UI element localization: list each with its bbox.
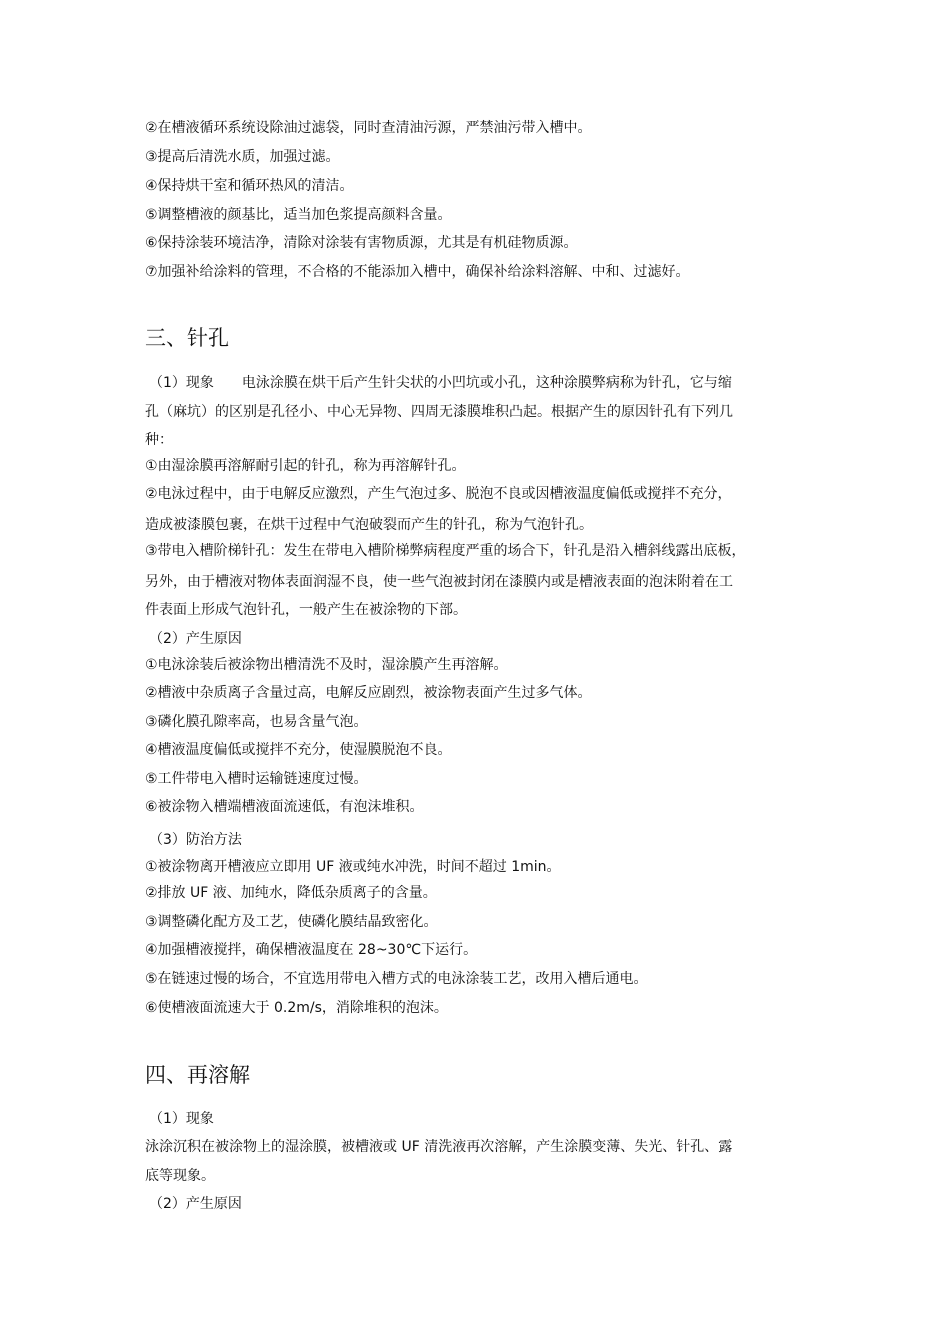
paragraph-line: 泳涂沉积在被涂物上的湿涂膜，被槽液或 UF 清洗液再次溶解，产生涂膜变薄、失光、针孔、露	[145, 1139, 733, 1155]
list-item: ②电泳过程中，由于电解反应激烈，产生气泡过多、脱泡不良或因槽液温度偏低或搅拌不充分，	[145, 486, 732, 502]
list-item: ⑤在链速过慢的场合，不宜选用带电入槽方式的电泳涂装工艺，改用入槽后通电。	[145, 971, 648, 987]
list-item: ③带电入槽阶梯针孔：发生在带电入槽阶梯弊病程度严重的场合下，针孔是沿入槽斜线露出底板，	[145, 543, 746, 559]
list-item: ①由湿涂膜再溶解耐引起的针孔，称为再溶解针孔。	[145, 458, 466, 474]
paragraph-line: 种：	[145, 432, 173, 448]
list-item: ⑤调整槽液的颜基比，适当加色浆提高颜料含量。	[145, 207, 452, 223]
paragraph-line: 造成被漆膜包裹，在烘干过程中气泡破裂而产生的针孔，称为气泡针孔。	[145, 517, 593, 533]
list-item: ⑥使槽液面流速大于 0.2m/s，消除堆积的泡沫。	[145, 1000, 448, 1016]
list-item: ⑦加强补给涂料的管理，不合格的不能添加入槽中，确保补给涂料溶解、中和、过滤好。	[145, 264, 690, 280]
paragraph-line: （1）现象 电泳涂膜在烘干后产生针尖状的小凹坑或小孔，这种涂膜弊病称为针孔，它与缩	[149, 375, 732, 391]
paragraph-line: 另外，由于槽液对物体表面润湿不良，使一些气泡被封闭在漆膜内或是槽液表面的泡沫附着在工	[145, 574, 733, 590]
list-item: ⑥保持涂装环境洁净，清除对涂装有害物质源，尤其是有机硅物质源。	[145, 235, 578, 251]
list-item: ③提高后清洗水质，加强过滤。	[145, 149, 340, 165]
list-item: ④槽液温度偏低或搅拌不充分，使湿膜脱泡不良。	[145, 742, 452, 758]
subheading-prevention: （3）防治方法	[149, 832, 242, 848]
subheading-causes: （2）产生原因	[149, 1196, 242, 1212]
paragraph-line: 孔（麻坑）的区别是孔径小、中心无异物、四周无漆膜堆积凸起。根据产生的原因针孔有下列几	[145, 404, 733, 420]
subheading-phenomenon: （1）现象	[149, 1111, 214, 1127]
paragraph-line: 件表面上形成气泡针孔，一般产生在被涂物的下部。	[145, 602, 467, 618]
section-heading-pinhole: 三、针孔	[145, 326, 229, 350]
list-item: ④保持烘干室和循环热风的清洁。	[145, 178, 354, 194]
list-item: ⑤工件带电入槽时运输链速度过慢。	[145, 771, 368, 787]
list-item: ①电泳涂装后被涂物出槽清洗不及时，湿涂膜产生再溶解。	[145, 657, 508, 673]
list-item: ③调整磷化配方及工艺，使磷化膜结晶致密化。	[145, 914, 438, 930]
list-item: ④加强槽液搅拌，确保槽液温度在 28~30℃下运行。	[145, 942, 478, 958]
list-item: ③磷化膜孔隙率高，也易含量气泡。	[145, 714, 368, 730]
section-heading-redissolution: 四、再溶解	[145, 1063, 250, 1087]
list-item: ②排放 UF 液、加纯水，降低杂质离子的含量。	[145, 885, 437, 901]
subheading-causes: （2）产生原因	[149, 631, 242, 647]
list-item: ②槽液中杂质离子含量过高，电解反应剧烈，被涂物表面产生过多气体。	[145, 685, 592, 701]
list-item: ②在槽液循环系统设除油过滤袋，同时查清油污源，严禁油污带入槽中。	[145, 120, 592, 136]
list-item: ①被涂物离开槽液应立即用 UF 液或纯水冲洗，时间不超过 1min。	[145, 859, 561, 875]
list-item: ⑥被涂物入槽端槽液面流速低，有泡沫堆积。	[145, 799, 424, 815]
paragraph-line: 底等现象。	[145, 1168, 215, 1184]
